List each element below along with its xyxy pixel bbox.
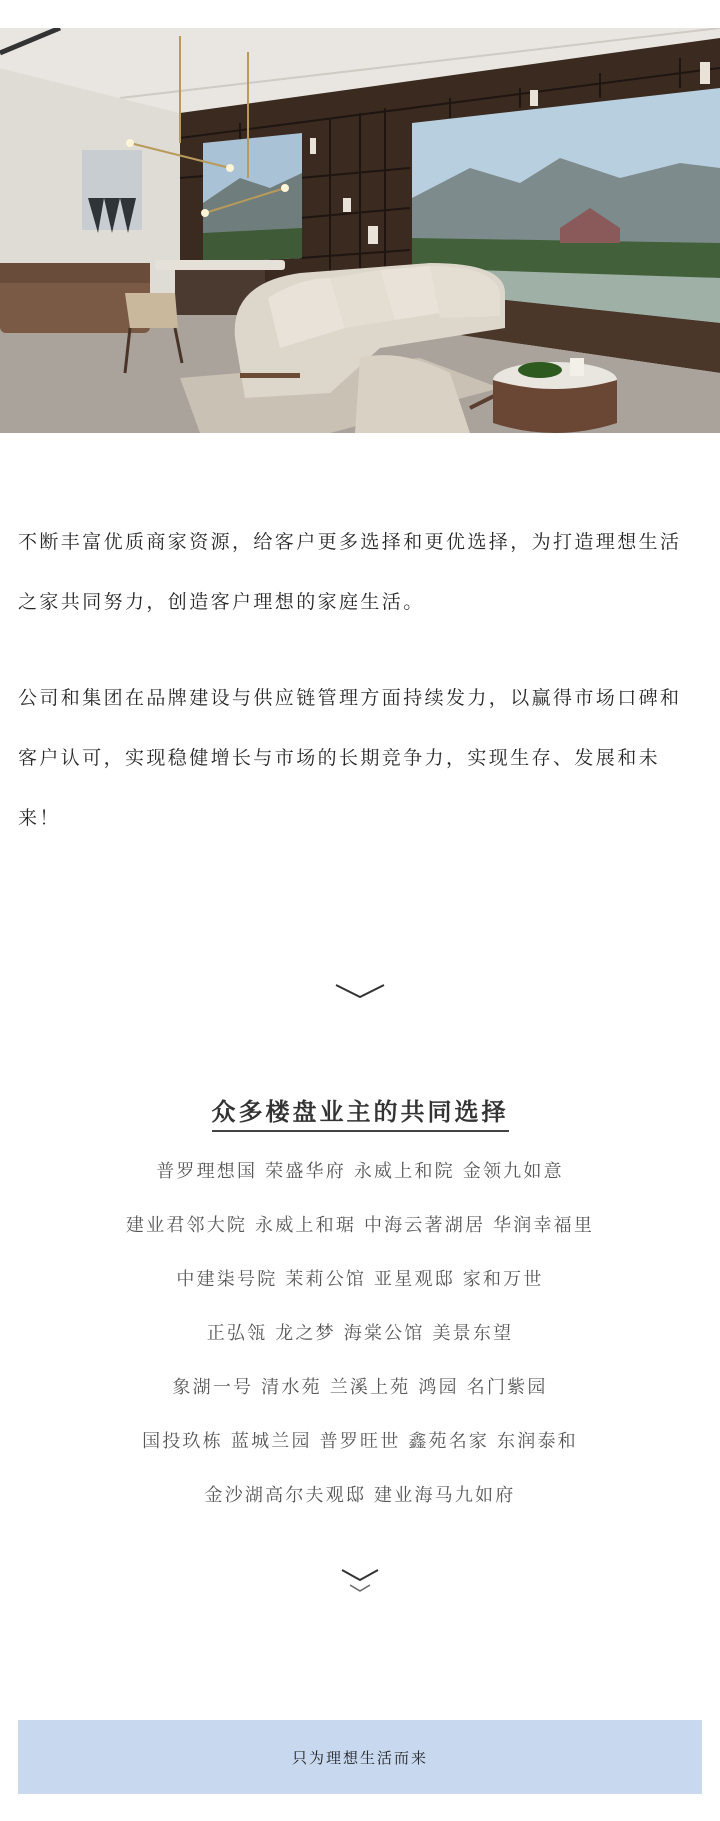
- hero-image: [0, 28, 720, 433]
- slogan-text: 只为理想生活而来: [291, 1748, 428, 1767]
- estate-line: 金沙湖高尔夫观邸 建业海马九如府: [204, 1485, 516, 1506]
- brand-paragraph: 公司和集团在品牌建设与供应链管理方面持续发力，以赢得市场口碑和客户认可，实现稳健增长与市场的长期竞争力，实现生存、发展和未来！: [18, 687, 682, 829]
- estate-line: 中建柒号院 茉莉公馆 亚星观邸 家和万世: [176, 1269, 544, 1290]
- slogan-banner: [18, 1720, 702, 1794]
- double-chevron-down-icon: [0, 1565, 720, 1599]
- section-title-text: 众多楼盘业主的共同选择: [212, 1098, 509, 1132]
- estate-line: 象湖一号 清水苑 兰溪上苑 鸿园 名门紫园: [172, 1377, 548, 1398]
- estate-line: 国投玖栋 蓝城兰园 普罗旺世 鑫苑名家 东润泰和: [142, 1431, 578, 1452]
- estate-line: 普罗理想国 荣盛华府 永威上和院 金领九如意: [156, 1161, 564, 1182]
- chevron-down-icon: [0, 982, 720, 1000]
- estate-line: 建业君邻大院 永威上和琚 中海云著湖居 华润幸福里: [125, 1215, 595, 1236]
- estate-line: 正弘瓴 龙之梦 海棠公馆 美景东望: [206, 1323, 514, 1344]
- estate-list: [0, 1148, 720, 1526]
- section-title: [0, 1092, 720, 1127]
- intro-paragraph: 不断丰富优质商家资源，给客户更多选择和更优选择，为打造理想生活之家共同努力，创造客户理想的家庭生活。: [18, 531, 682, 613]
